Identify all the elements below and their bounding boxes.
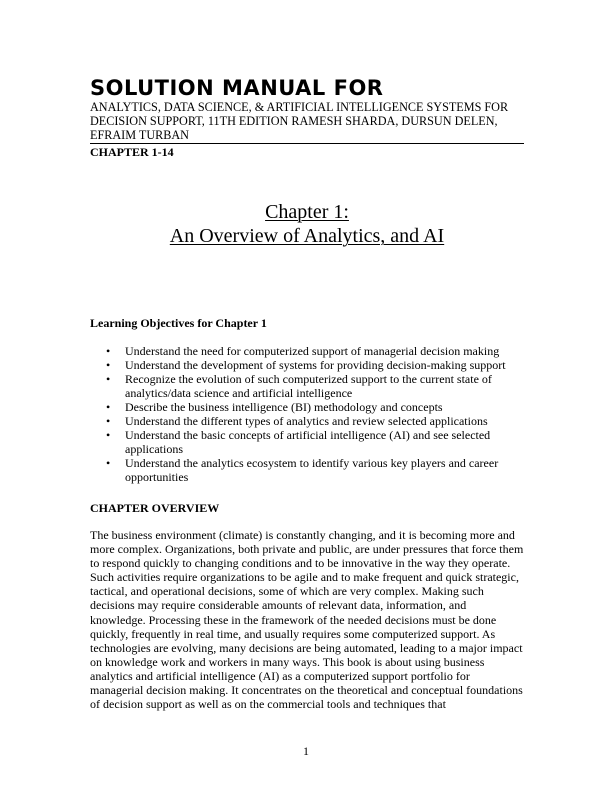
chapter-heading (90, 200, 524, 248)
objective-text: Understand the need for computerized support of managerial decision making (125, 344, 500, 358)
list-item (90, 372, 524, 400)
page-number: 1 (303, 744, 309, 758)
chapter-range: CHAPTER 1-14 (90, 145, 174, 159)
bullet-icon: • (106, 344, 111, 358)
list-item (90, 358, 524, 372)
list-item (90, 428, 524, 456)
chapter-number: Chapter 1: (265, 201, 349, 223)
list-item (90, 414, 524, 428)
manual-title: SOLUTION MANUAL FOR (90, 76, 384, 100)
bullet-icon: • (106, 414, 111, 428)
objective-text: Understand the different types of analytics and review selected applications (125, 414, 488, 428)
objective-text: Understand the analytics ecosystem to identify various key players and career opportunities (125, 456, 499, 484)
objective-text: Recognize the evolution of such computerized support to the current state of analytics/data science and artificial intelligence (125, 372, 492, 400)
bullet-icon: • (106, 400, 111, 414)
list-item (90, 456, 524, 484)
learning-objectives-heading: Learning Objectives for Chapter 1 (90, 316, 267, 330)
bullet-icon: • (106, 428, 111, 442)
objective-text: Describe the business intelligence (BI) methodology and concepts (125, 400, 443, 414)
learning-objectives-list (90, 344, 524, 484)
book-title-authors: ANALYTICS, DATA SCIENCE, & ARTIFICIAL INTELLIGENCE SYSTEMS FOR DECISION SUPPORT, 11TH EDITION RAMESH SHARDA, DURSUN DELEN, EFRAIM TURBAN (90, 100, 509, 142)
bullet-icon: • (106, 372, 111, 386)
objective-text: Understand the development of systems for providing decision-making support (125, 358, 506, 372)
chapter-title: An Overview of Analytics, and AI (169, 225, 445, 247)
bullet-icon: • (106, 456, 111, 470)
chapter-overview-heading: CHAPTER OVERVIEW (90, 501, 220, 515)
bullet-icon: • (106, 358, 111, 372)
chapter-overview-paragraph: The business environment (climate) is constantly changing, and it is becoming more and more complex. Organizations, both private and public, are under pressures that force them to respond quickly to changing conditions and to be innovative in the way they operate. Such activities require organizations to be agile and to make frequent and quick strategic, tactical, and operational decisions, some of which are very complex. Making such decisions may require considerable amounts of relevant data, information, and knowledge. Processing these in the framework of the needed decisions must be done quickly, frequently in real time, and usually requires some computerized support. As technologies are evolving, many decisions are being automated, leading to a major impact on knowledge work and workers in many ways. This book is about using business analytics and artificial intelligence (AI) as a computerized support portfolio for managerial decision making. It concentrates on the theoretical and conceptual foundations of decision support as well as on the commercial tools and techniques that (90, 528, 524, 712)
header-divider (90, 143, 524, 144)
objective-text: Understand the basic concepts of artificial intelligence (AI) and see selected applications (125, 428, 491, 456)
list-item (90, 400, 524, 414)
list-item (90, 344, 524, 358)
